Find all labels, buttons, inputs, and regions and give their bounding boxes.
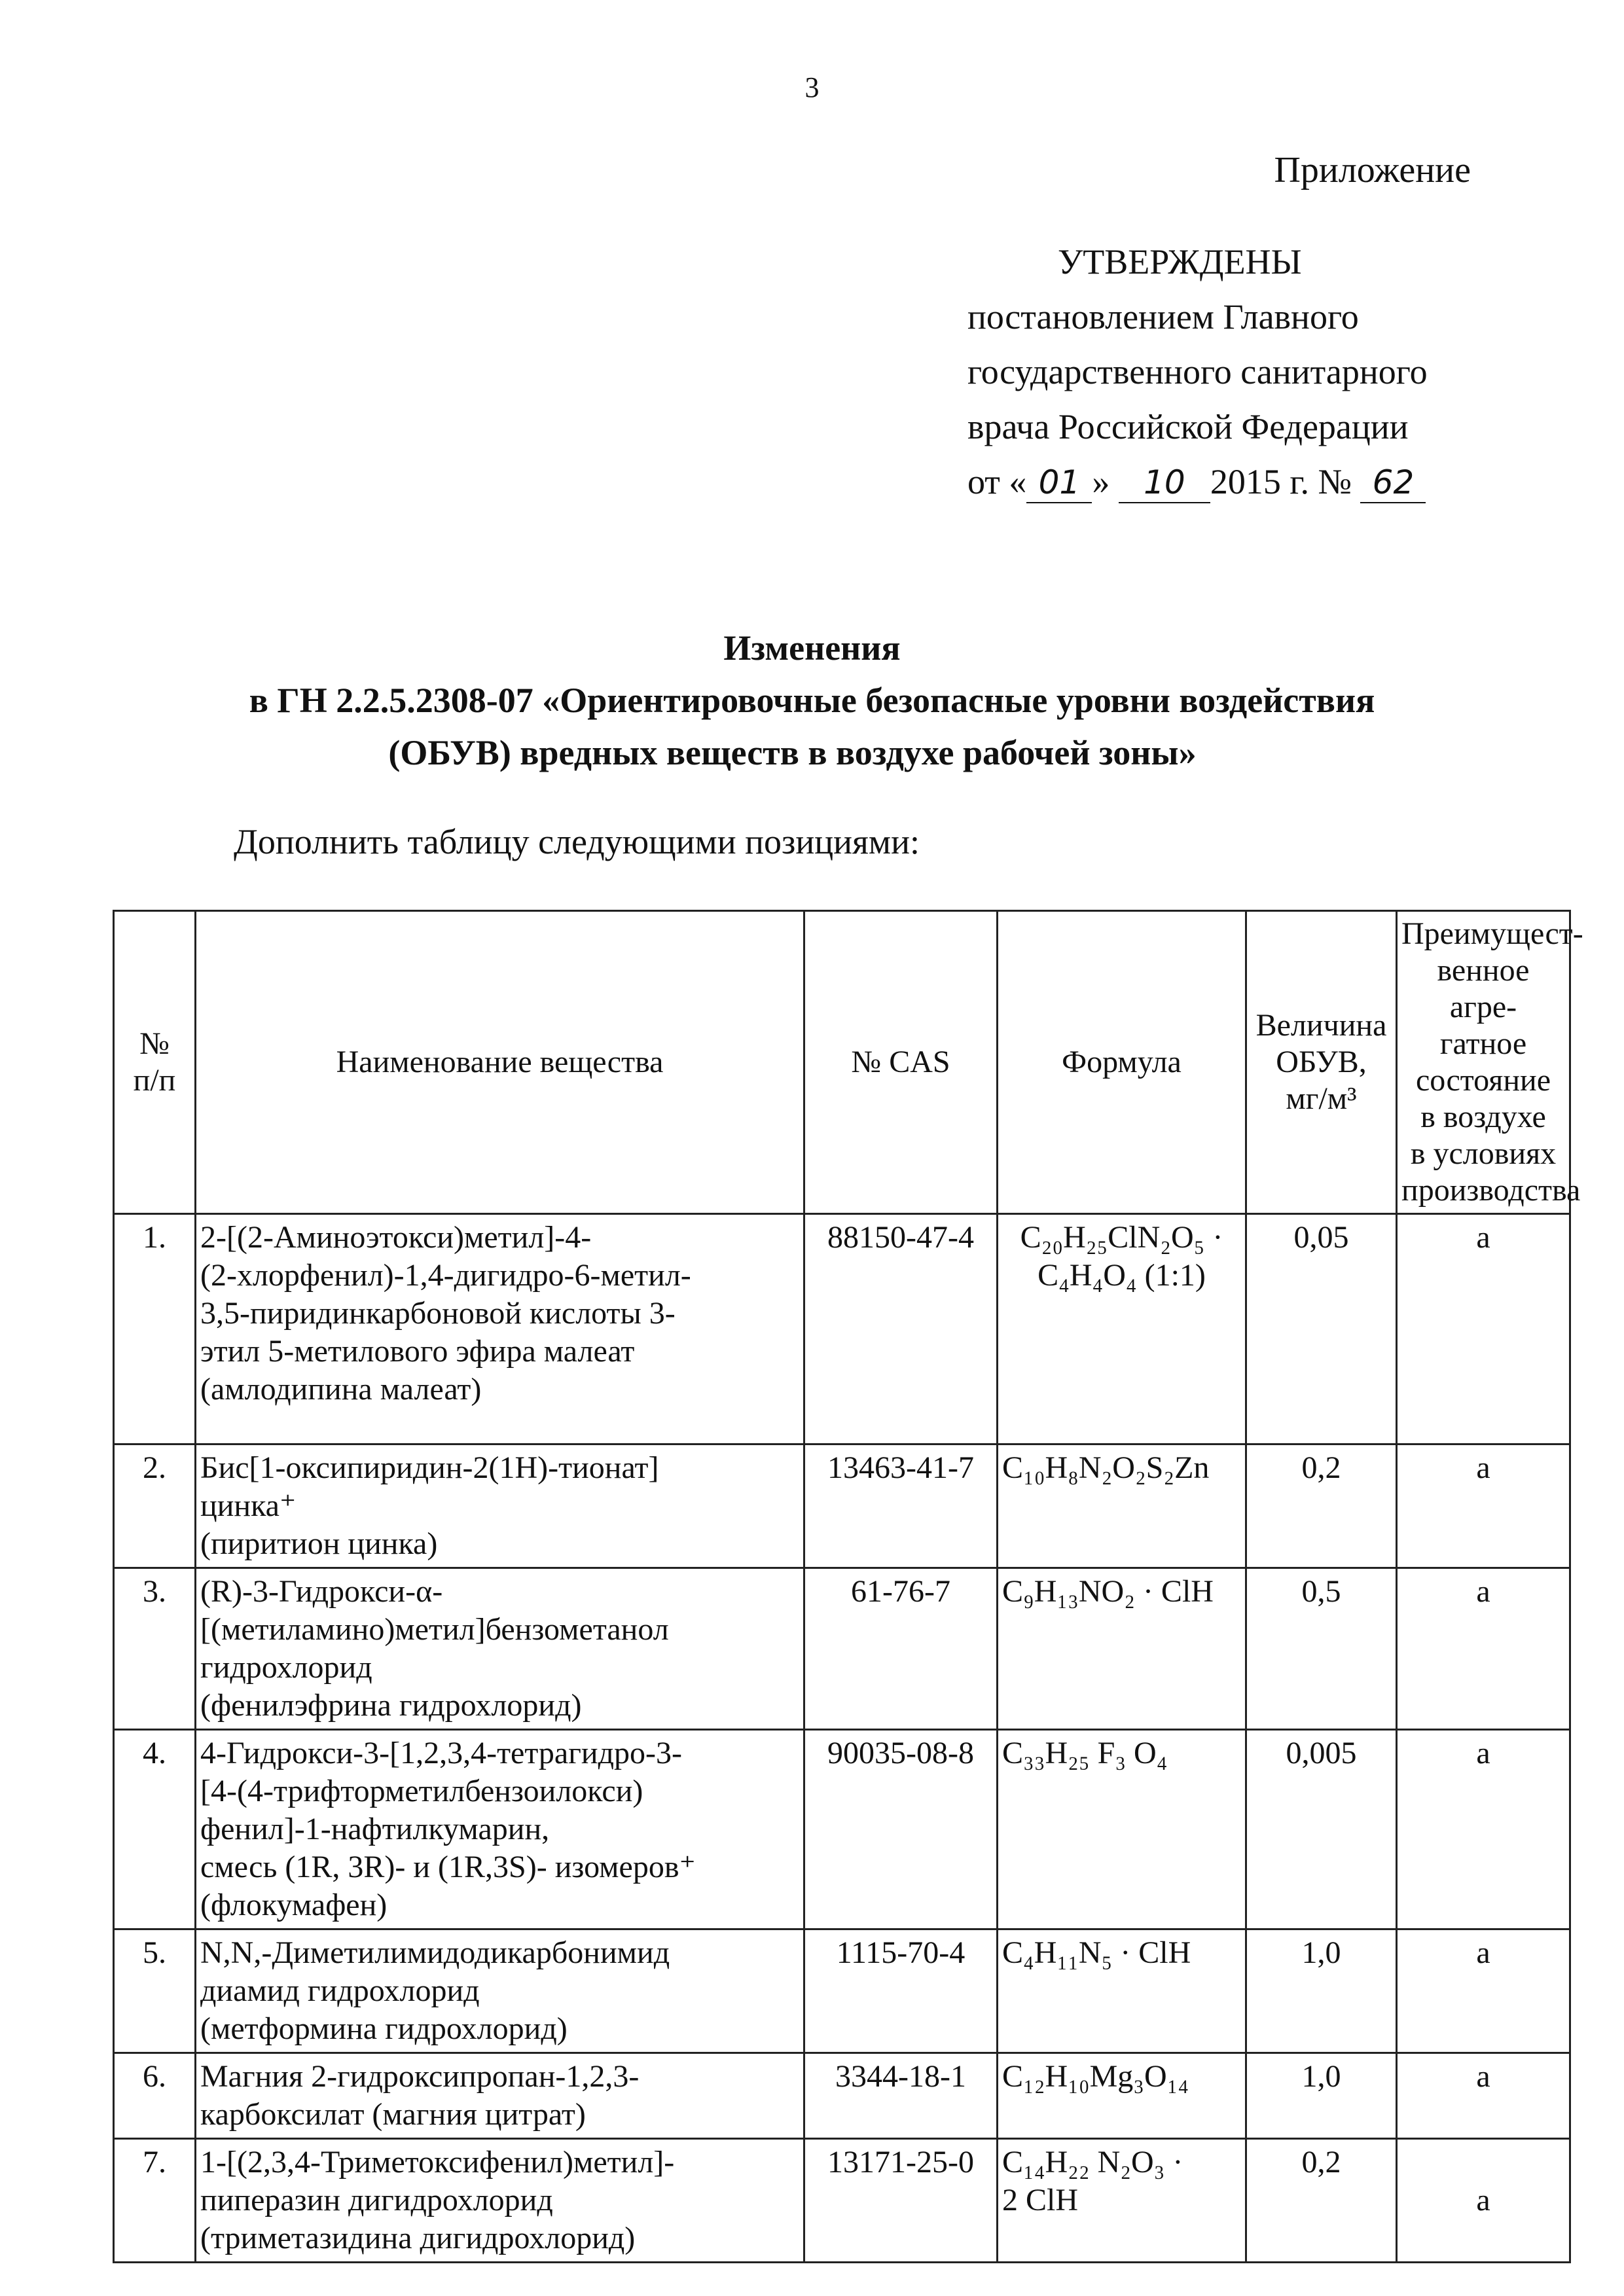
intro-text: Дополнить таблицу следующими позициями:	[234, 822, 920, 861]
aggregate-state: а	[1397, 1929, 1570, 2053]
substance-name: (R)-3-Гидрокси-α- [(метиламино)метил]бензометанол гидрохлорид (фенилэфрина гидрохлорид)	[196, 1568, 804, 1730]
substances-table	[113, 910, 1583, 2263]
heading-subtitle: в ГН 2.2.5.2308-07 «Ориентировочные безопасные уровни воздействия	[249, 681, 1375, 720]
cas-number: 88150-47-4	[804, 1214, 998, 1444]
formula: C₁₀H₈N₂O₂S₂Zn	[998, 1444, 1246, 1568]
date-prefix: от «	[967, 462, 1027, 501]
formula: C₁₄H₂₂ N₂O₃ · 2 ClH	[998, 2139, 1246, 2263]
header-cas: № CAS	[804, 911, 998, 1214]
header-state: Преимущест- венное агре- гатное состояние в воздухе в условиях производства	[1397, 911, 1570, 1214]
approval-block	[967, 234, 1428, 509]
aggregate-state: а	[1397, 1444, 1570, 1568]
obuv-value: 0,2	[1246, 1444, 1397, 1568]
heading-title: Изменения	[723, 628, 901, 668]
cas-number: 61-76-7	[804, 1568, 998, 1730]
aggregate-state: а	[1397, 1568, 1570, 1730]
handwritten-number: 62	[1360, 463, 1426, 503]
handwritten-day: 01	[1026, 463, 1092, 503]
cas-number: 90035-08-8	[804, 1730, 998, 1929]
cas-number: 1115-70-4	[804, 1929, 998, 2053]
approval-date-line	[967, 454, 1428, 509]
table-row	[114, 2139, 1570, 2263]
date-mid: »	[1092, 462, 1110, 501]
row-number: 6.	[114, 2053, 196, 2139]
obuv-value: 0,005	[1246, 1730, 1397, 1929]
header-value: Величина ОБУВ, мг/м³	[1246, 911, 1397, 1214]
table-row	[114, 1730, 1570, 1929]
aggregate-state: а	[1397, 1730, 1570, 1929]
approval-title: УТВЕРЖДЕНЫ	[1058, 242, 1302, 281]
obuv-value: 1,0	[1246, 1929, 1397, 2053]
handwritten-month: 10	[1119, 463, 1210, 503]
page-number: 3	[804, 71, 820, 103]
obuv-value: 1,0	[1246, 2053, 1397, 2139]
substance-name: N,N,-Диметилимидодикарбонимид диамид гидрохлорид (метформина гидрохлорид)	[196, 1929, 804, 2053]
table-row	[114, 2053, 1570, 2139]
header-number: № п/п	[114, 911, 196, 1214]
table-row	[114, 1214, 1570, 1444]
substance-name: 4-Гидрокси-3-[1,2,3,4-тетрагидро-3- [4-(4-трифторметилбензоилокси) фенил]-1-нафтилкумарин, смесь (1R, 3R)- и (1R,3S)- изомеров⁺ (флокумафен)	[196, 1730, 804, 1929]
row-number: 7.	[114, 2139, 196, 2263]
header-name: Наименование вещества	[196, 911, 804, 1214]
row-number: 2.	[114, 1444, 196, 1568]
aggregate-state: а	[1397, 2139, 1570, 2263]
table-row	[114, 1568, 1570, 1730]
formula: C₄H₁₁N₅ · ClH	[998, 1929, 1246, 2053]
formula: C₂₀H₂₅ClN₂O₅ · C₄H₄O₄ (1:1)	[998, 1214, 1246, 1444]
appendix-label: Приложение	[1274, 150, 1471, 190]
row-number: 5.	[114, 1929, 196, 2053]
approval-line: врача Российской Федерации	[967, 407, 1409, 446]
approval-line: постановлением Главного	[967, 297, 1359, 336]
date-year: 2015 г. №	[1210, 462, 1352, 501]
heading-subtitle: (ОБУВ) вредных веществ в воздухе рабочей зоны»	[388, 733, 1197, 772]
row-number: 1.	[114, 1214, 196, 1444]
formula: C₉H₁₃NO₂ · ClH	[998, 1568, 1246, 1730]
aggregate-state: а	[1397, 1214, 1570, 1444]
table-header-row	[114, 911, 1570, 1214]
cas-number: 3344-18-1	[804, 2053, 998, 2139]
substance-name: 2-[(2-Аминоэтокси)метил]-4- (2-хлорфенил)-1,4-дигидро-6-метил- 3,5-пиридинкарбоновой кислоты 3- этил 5-метилового эфира малеат (амлодипина малеат)	[196, 1214, 804, 1444]
row-number: 3.	[114, 1568, 196, 1730]
formula: C₃₃H₂₅ F₃ O₄	[998, 1730, 1246, 1929]
cas-number: 13171-25-0	[804, 2139, 998, 2263]
aggregate-state: а	[1397, 2053, 1570, 2139]
substance-name: 1-[(2,3,4-Триметоксифенил)метил]- пиперазин дигидрохлорид (триметазидина дигидрохлорид)	[196, 2139, 804, 2263]
table-row	[114, 1929, 1570, 2053]
document-heading	[0, 622, 1624, 779]
substance-name: Магния 2-гидроксипропан-1,2,3- карбоксилат (магния цитрат)	[196, 2053, 804, 2139]
formula: C₁₂H₁₀Mg₃O₁₄	[998, 2053, 1246, 2139]
cas-number: 13463-41-7	[804, 1444, 998, 1568]
approval-line: государственного санитарного	[967, 352, 1428, 391]
obuv-value: 0,05	[1246, 1214, 1397, 1444]
obuv-value: 0,5	[1246, 1568, 1397, 1730]
substance-name: Бис[1-оксипиридин-2(1Н)-тионат] цинка⁺ (пиритион цинка)	[196, 1444, 804, 1568]
table-row	[114, 1444, 1570, 1568]
header-formula: Формула	[998, 911, 1246, 1214]
row-number: 4.	[114, 1730, 196, 1929]
obuv-value: 0,2	[1246, 2139, 1397, 2263]
